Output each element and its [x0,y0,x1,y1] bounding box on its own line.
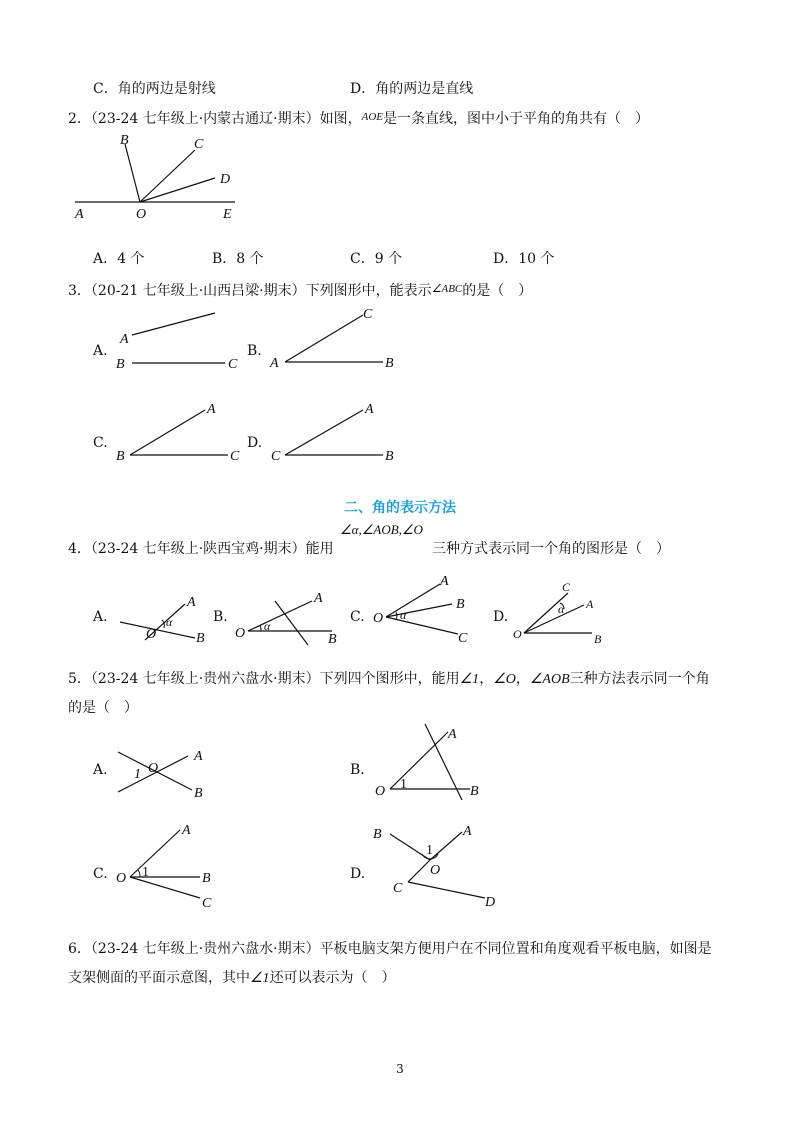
q4b-label-o: O [235,626,246,641]
q5-option-b: B. [350,762,365,778]
q4c-label-b: B [456,597,465,612]
q4b-label-b: B [328,632,337,647]
q5a-label-a: A [194,749,203,764]
q5-stem-line1: 5．（23-24 七年级上·贵州六盘水·期末）下列四个图形中，能用∠1，∠O，∠AOB三种方法表示同一个角 [68,671,710,687]
q4b-label-alpha: α [264,619,271,633]
q4d-label-a: A [586,597,594,611]
q2-label-e: E [223,207,232,222]
q3a-label-c: C [228,357,238,372]
q3c-label-a: A [207,402,216,417]
q5b-label-b: B [470,784,479,799]
q3a-label-a: A [120,332,129,347]
q5c-label-a: A [182,823,191,838]
q4-option-c: C. [350,609,365,625]
q5c-label-o: O [116,871,127,886]
q5c-label-c: C [202,896,212,911]
q4-fig-b [230,585,345,650]
q4-option-d: D. [493,609,509,625]
q1-option-d: D．角的两边是直线 [350,81,474,97]
q2-stem: 2．（23-24 七年级上·内蒙古通辽·期末）如图，$^{AOE}$是一条直线，图中小于平角的角共有（ ） [68,111,650,127]
q5-option-d: D. [350,866,366,882]
q2-label-d: D [220,172,231,187]
q5-fig-a [110,740,220,805]
q4d-label-c: C [562,580,571,594]
q4c-label-o: O [373,611,384,626]
q4c-label-c: C [458,631,468,646]
q5d-label-a: A [463,824,472,839]
q2-option-c: C．9 个 [350,251,403,267]
q5-fig-c [112,820,222,910]
q5-option-a: A. [93,762,108,778]
q2-label-c: C [194,137,204,152]
q4a-label-b: B [196,631,205,646]
q6-stem-line1: 6．（23-24 七年级上·贵州六盘水·期末）平板电脑支架方便用户在不同位置和角度观看平板电脑，如图是 [68,941,712,957]
q5a-label-b: B [194,786,203,801]
q4c-label-a: A [440,574,449,589]
q3-option-c: C. [93,435,108,451]
q2-figure [70,130,250,225]
q1-option-c: C．角的两边是射线 [93,81,216,97]
q3a-label-b: B [116,357,125,372]
q4-fig-a [110,590,210,650]
q4a-label-o: O [146,627,157,642]
q3b-label-c: C [363,307,373,322]
q5d-label-b: B [373,827,382,842]
q3-option-a: A. [93,343,108,359]
q2-label-o: O [136,207,147,222]
q5d-label-1: 1 [426,843,433,858]
q4c-label-alpha: α [400,608,407,622]
q4-option-b: B. [213,609,228,625]
q3c-label-c: C [230,449,240,464]
q3d-label-b: B [385,449,394,464]
q4-fig-c [368,572,478,647]
q3-fig-d [265,395,415,470]
q5b-label-1: 1 [400,777,407,792]
q4-stem-prefix: 4．（23-24 七年级上·陕西宝鸡·期末）能用 [68,541,334,557]
q3-fig-a [110,305,250,380]
q5d-label-d: D [485,895,496,910]
q3-fig-c [110,395,250,470]
q4-math: ∠α,∠AOB,∠O [340,522,423,537]
section-heading: 二、角的表示方法 [344,500,456,516]
q3b-label-a: A [270,356,279,371]
q4d-label-alpha: α [558,602,565,616]
page-number: 3 [396,1062,404,1076]
q4d-label-o: O [513,627,522,641]
q5-option-c: C. [93,866,108,882]
q5-fig-b [370,722,490,807]
q2-option-a: A．4 个 [93,251,145,267]
q5b-label-a: A [448,727,457,742]
q6-stem-line2: 支架侧面的平面示意图，其中∠1还可以表示为（ ） [68,970,396,986]
q5-fig-d [370,820,510,910]
q3-option-d: D. [247,435,263,451]
q3-fig-b [265,300,415,375]
q2-label-a: A [75,207,84,222]
q4b-label-a: A [314,591,323,606]
q2-label-b: B [120,133,129,148]
q3d-label-a: A [365,402,374,417]
q5c-label-b: B [202,871,211,886]
q5a-label-1: 1 [134,767,141,782]
q4-option-a: A. [93,609,108,625]
q4d-label-b: B [594,632,602,646]
q2-option-d: D．10 个 [493,251,555,267]
q5d-label-o: O [430,863,441,878]
q3-stem: 3．（20-21 七年级上·山西吕梁·期末）下列图形中，能表示$^{\angle ABC}$的是（ ） [68,283,533,299]
q4-fig-d [510,575,615,645]
q5a-label-o: O [148,761,159,776]
q3-option-b: B. [247,343,262,359]
q3d-label-c: C [271,449,281,464]
q5-stem-line2: 的是（ ） [68,700,138,716]
q5c-label-1: 1 [142,865,149,880]
q4-stem-suffix: 三种方式表示同一个角的图形是（ ） [432,541,670,557]
q4a-label-a: A [187,595,196,610]
q5b-label-o: O [375,784,386,799]
q4a-label-alpha: α [166,615,173,629]
q3c-label-b: B [116,449,125,464]
q3b-label-b: B [385,356,394,371]
q5d-label-c: C [393,881,403,896]
q2-option-b: B．8 个 [212,251,264,267]
